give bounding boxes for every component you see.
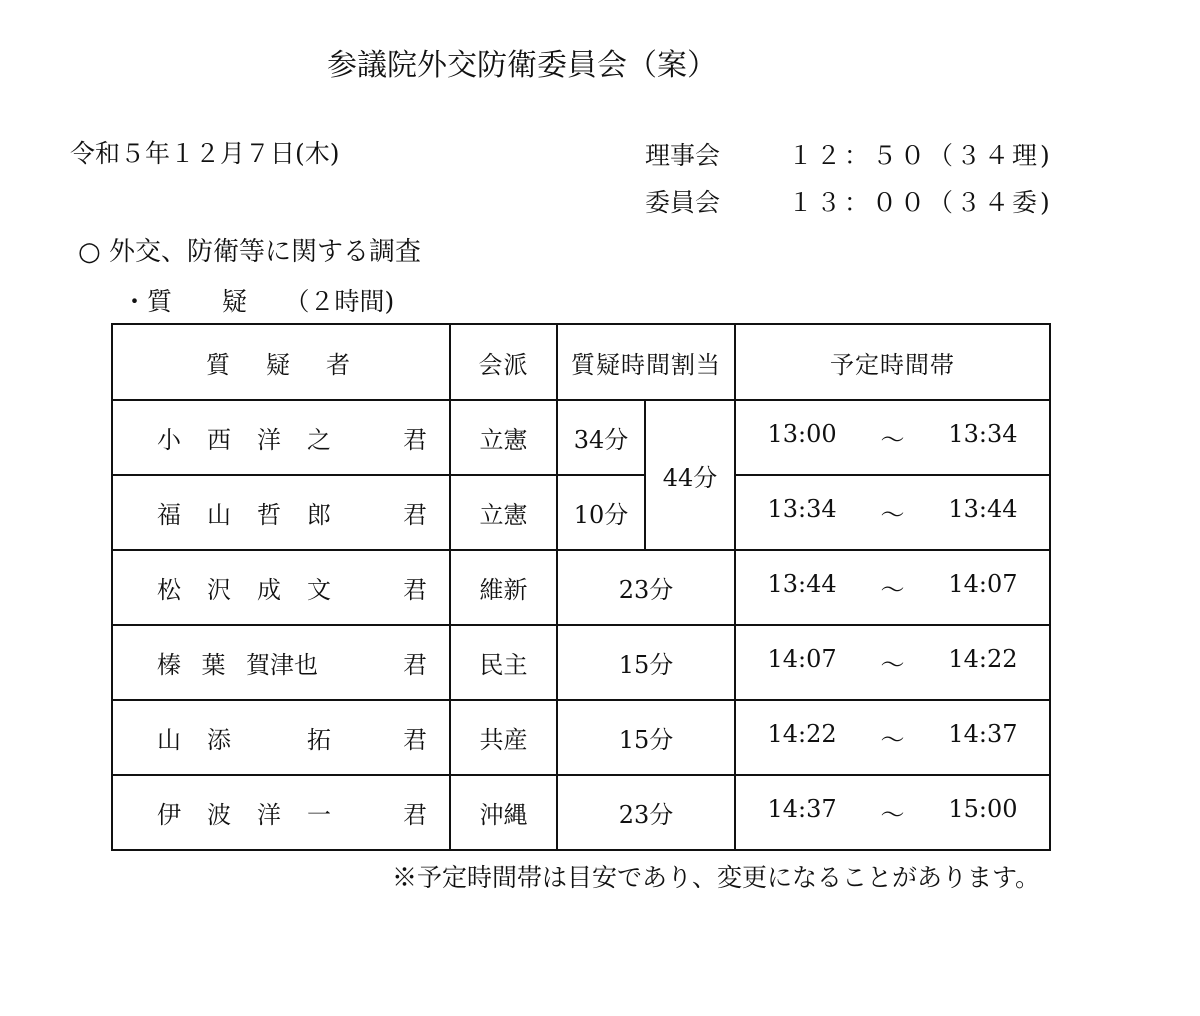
questioner-name: 小 西 洋 之 君 <box>112 400 450 475</box>
table-row <box>112 400 1050 475</box>
table-row <box>112 475 1050 550</box>
questioner-name: 山 添 拓 君 <box>112 700 450 775</box>
agenda-item: ○ 外交、防衛等に関する調査 <box>78 237 421 267</box>
allocation: 23分 <box>557 775 735 850</box>
allocation: 10分 <box>557 475 645 550</box>
questioner-table <box>111 323 1051 851</box>
footnote: ※予定時間帯は目安であり、変更になることがあります。 <box>392 863 1041 892</box>
combined-allocation: 44分 <box>645 400 735 550</box>
table-row <box>112 550 1050 625</box>
time-slot: 14:37 ～ 15:00 <box>735 775 1050 850</box>
meeting-date: 令和５年１２月７日(木) <box>70 139 340 168</box>
schedule-label-board: 理事会 <box>645 141 721 170</box>
party: 立憲 <box>450 400 557 475</box>
allocation: 23分 <box>557 550 735 625</box>
schedule-value-committee: １３：００（３４委) <box>788 188 1053 217</box>
party: 民主 <box>450 625 557 700</box>
time-slot: 13:44 ～ 14:07 <box>735 550 1050 625</box>
allocation: 15分 <box>557 700 735 775</box>
party: 立憲 <box>450 475 557 550</box>
schedule-value-board: １２：５０（３４理) <box>788 141 1053 170</box>
questioner-name: 福 山 哲 郎 君 <box>112 475 450 550</box>
header-party: 会派 <box>450 324 557 400</box>
time-slot: 14:22 ～ 14:37 <box>735 700 1050 775</box>
questioner-name: 松 沢 成 文 君 <box>112 550 450 625</box>
table-row <box>112 775 1050 850</box>
party: 共産 <box>450 700 557 775</box>
table-row <box>112 700 1050 775</box>
header-questioner: 質 疑 者 <box>112 324 450 400</box>
table-header-row <box>112 324 1050 400</box>
header-time-slot: 予定時間帯 <box>735 324 1050 400</box>
party: 維新 <box>450 550 557 625</box>
header-allocation: 質疑時間割当 <box>557 324 735 400</box>
allocation: 34分 <box>557 400 645 475</box>
questioner-name: 榛 葉 賀津也 君 <box>112 625 450 700</box>
table-row <box>112 625 1050 700</box>
agenda-subitem: ・質 疑 （２時間) <box>122 287 395 316</box>
time-slot: 13:00 ～ 13:34 <box>735 400 1050 475</box>
schedule-label-committee: 委員会 <box>645 188 721 217</box>
questioner-name: 伊 波 洋 一 君 <box>112 775 450 850</box>
allocation: 15分 <box>557 625 735 700</box>
time-slot: 14:07 ～ 14:22 <box>735 625 1050 700</box>
document-title: 参議院外交防衛委員会（案） <box>327 48 717 83</box>
party: 沖縄 <box>450 775 557 850</box>
time-slot: 13:34 ～ 13:44 <box>735 475 1050 550</box>
